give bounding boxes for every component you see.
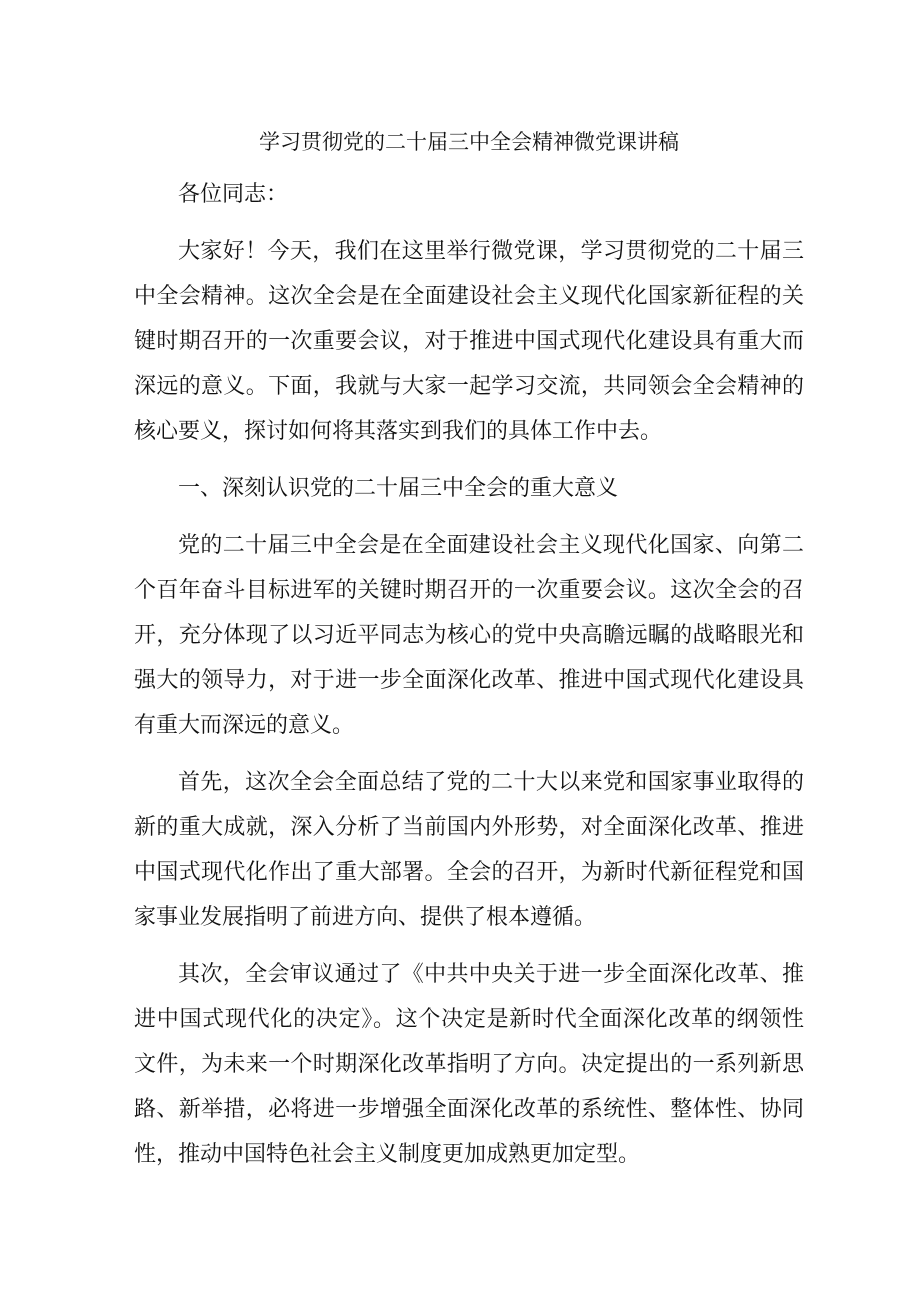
document-title: 学习贯彻党的二十届三中全会精神微党课讲稿: [259, 130, 679, 154]
salutation: 各位同志：: [178, 182, 289, 207]
paragraph-second: 其次，全会审议通过了《中共中央关于进一步全面深化改革、推进中国式现代化的决定》。这个决定是新时代全面深化改革的纲领性文件，为未来一个时期深化改革指明了方向。决定提出的一系列新思路、新举措，必将进一步增强全面深化改革的系统性、整体性、协同性，推动中国特色社会主义制度更加成熟更加定型。: [134, 962, 804, 1167]
paragraph-opening: 大家好！今天，我们在这里举行微党课，学习贯彻党的二十届三中全会精神。这次全会是在全面建设社会主义现代化国家新征程的关键时期召开的一次重要会议，对于推进中国式现代化建设具有重大而深远的意义。下面，我就与大家一起学习交流，共同领会全会精神的核心要义，探讨如何将其落实到我们的具体工作中去。: [134, 239, 804, 444]
document-body: [134, 124, 804, 1189]
paragraph-first: 首先，这次全会全面总结了党的二十大以来党和国家事业取得的新的重大成就，深入分析了当前国内外形势，对全面深化改革、推进中国式现代化作出了重大部署。全会的召开，为新时代新征程党和国家事业发展指明了前进方向、提供了根本遵循。: [134, 770, 804, 930]
paragraph-significance: 党的二十届三中全会是在全面建设社会主义现代化国家、向第二个百年奋斗目标进军的关键时期召开的一次重要会议。这次全会的召开，充分体现了以习近平同志为核心的党中央高瞻远瞩的战略眼光和强大的领导力，对于进一步全面深化改革、推进中国式现代化建设具有重大而深远的意义。: [134, 533, 804, 738]
section-heading-1: 一、深刻认识党的二十届三中全会的重大意义: [178, 476, 619, 501]
